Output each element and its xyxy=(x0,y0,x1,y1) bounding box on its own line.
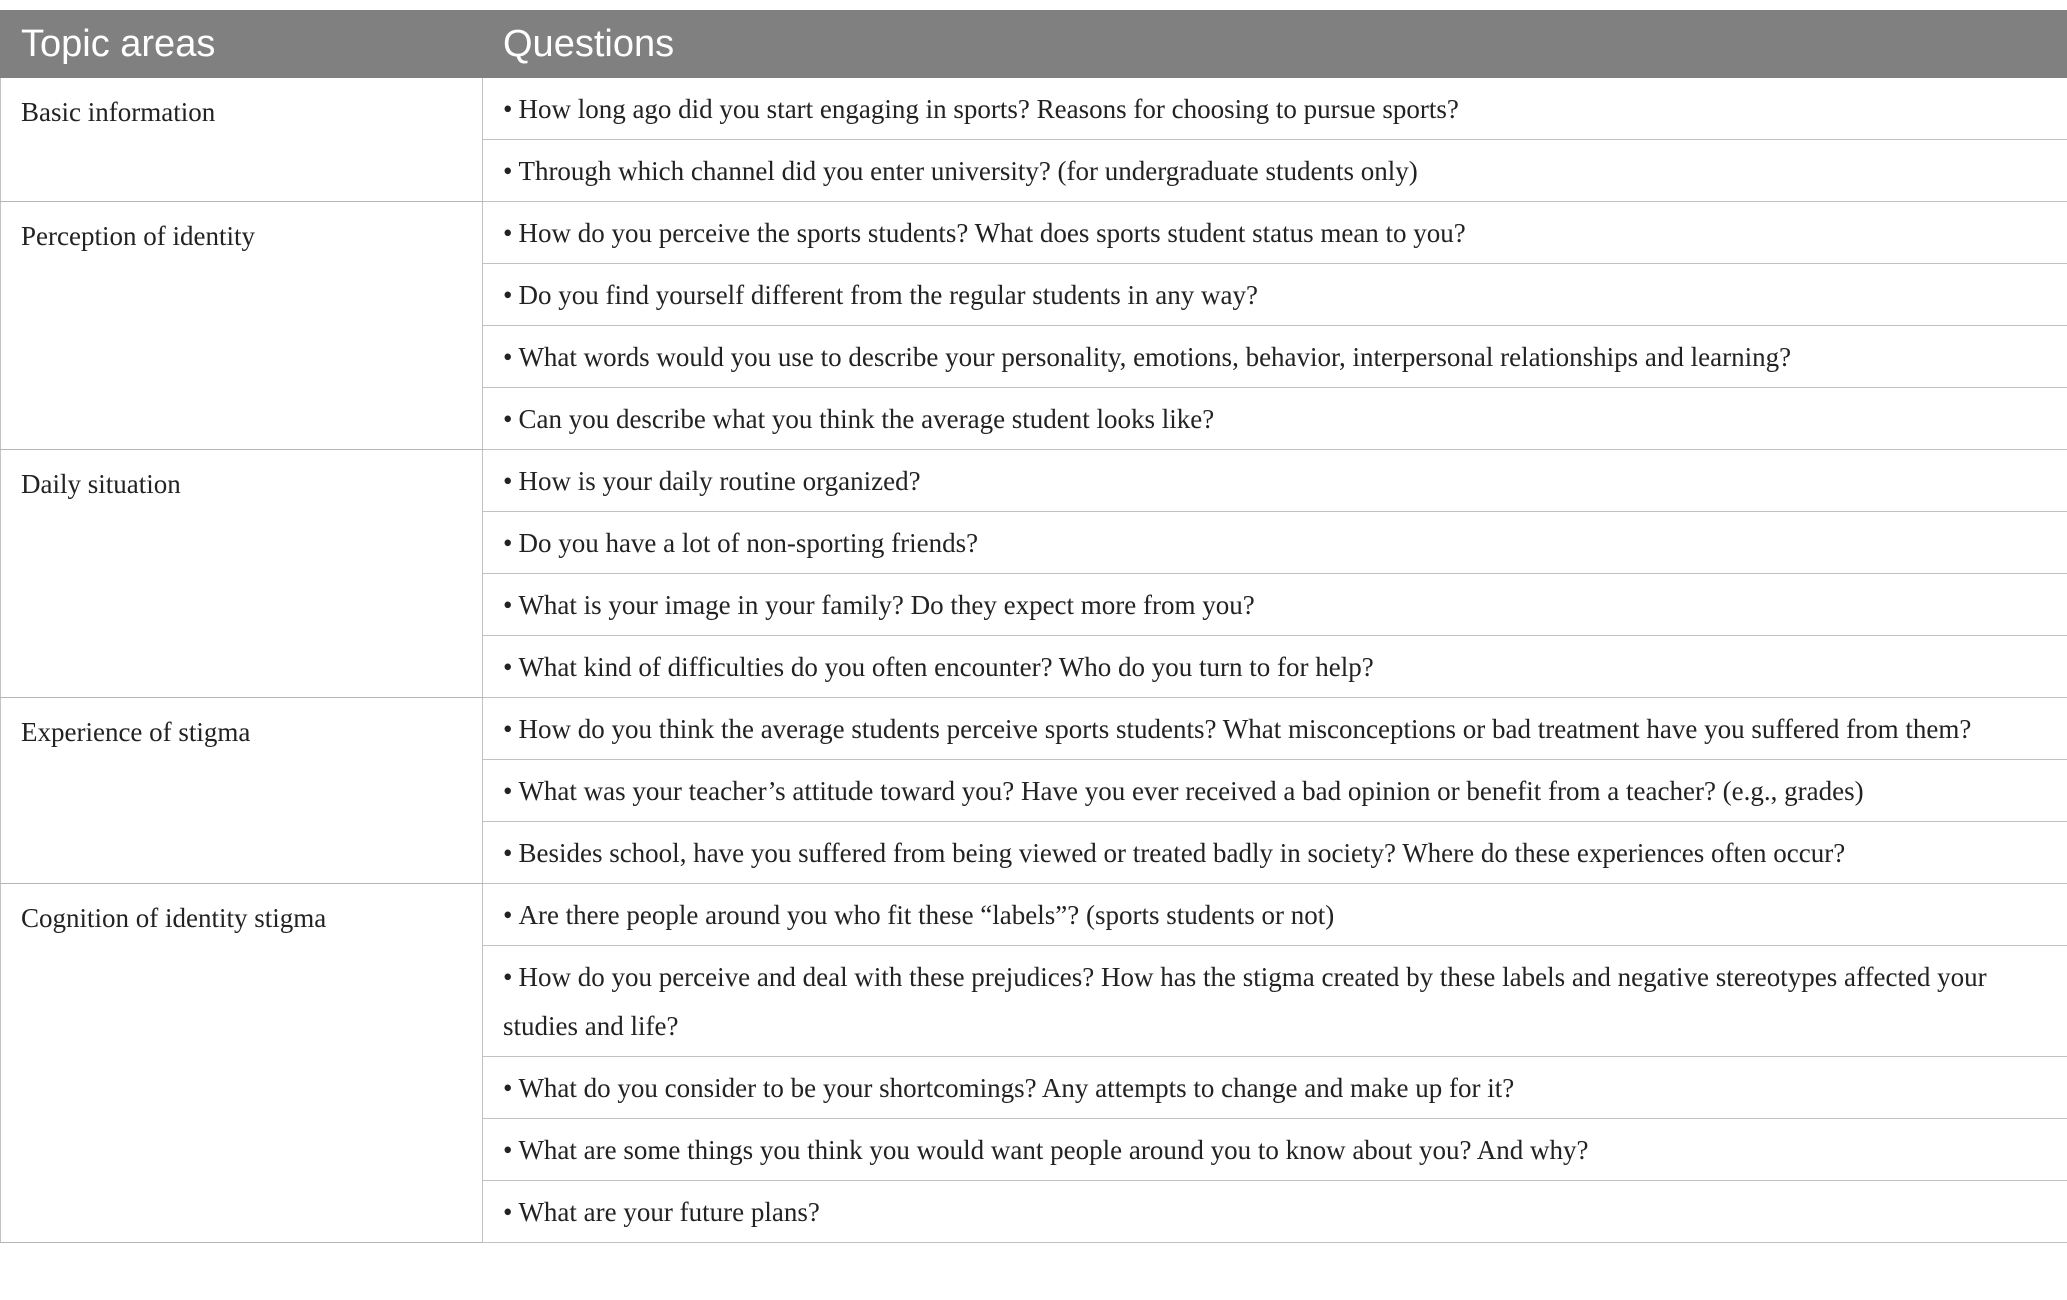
question-cell xyxy=(483,202,2067,264)
question-cell xyxy=(483,698,2067,760)
bullet-mark: • xyxy=(503,1135,513,1165)
bullet-mark: • xyxy=(503,94,513,124)
question-text: What words would you use to describe your personality, emotions, behavior, interpersonal relationships and learning? xyxy=(518,342,1792,372)
question-text: What do you consider to be your shortcomings? Any attempts to change and make up for it? xyxy=(518,1073,1515,1103)
bullet-mark: • xyxy=(503,280,513,310)
question-cell xyxy=(483,512,2067,574)
question-text: How do you think the average students perceive sports students? What misconceptions or bad treatment have you suffered from them? xyxy=(518,714,1972,744)
question-cell xyxy=(483,760,2067,822)
bullet-mark: • xyxy=(503,404,513,434)
table-row xyxy=(1,78,2067,140)
topic-cell: Cognition of identity stigma xyxy=(1,884,483,1243)
question-cell xyxy=(483,1057,2067,1119)
interview-topics-table xyxy=(0,10,2067,1243)
topic-cell: Perception of identity xyxy=(1,202,483,450)
bullet-mark: • xyxy=(503,776,513,806)
question-cell xyxy=(483,636,2067,698)
question-cell xyxy=(483,450,2067,512)
question-cell xyxy=(483,264,2067,326)
table-row xyxy=(1,884,2067,946)
question-cell xyxy=(483,1119,2067,1181)
question-text: How do you perceive the sports students? What does sports student status mean to you? xyxy=(518,218,1466,248)
table-header-row xyxy=(1,11,2067,78)
header-questions: Questions xyxy=(483,11,2067,78)
bullet-mark: • xyxy=(503,528,513,558)
question-cell xyxy=(483,78,2067,140)
bullet-mark: • xyxy=(503,156,513,186)
question-cell xyxy=(483,946,2067,1057)
table-row xyxy=(1,202,2067,264)
question-text: Do you have a lot of non-sporting friends? xyxy=(518,528,979,558)
question-text: What was your teacher’s attitude toward you? Have you ever received a bad opinion or benefit from a teacher? (e.g., grades) xyxy=(518,776,1864,806)
bullet-mark: • xyxy=(503,652,513,682)
question-text: How do you perceive and deal with these prejudices? How has the stigma created by these labels and negative stereotypes affected your studies and life? xyxy=(503,962,1987,1041)
question-cell xyxy=(483,574,2067,636)
question-text: Do you find yourself different from the regular students in any way? xyxy=(518,280,1258,310)
question-text: Can you describe what you think the average student looks like? xyxy=(518,404,1215,434)
interview-table-container xyxy=(0,10,2067,1243)
topic-cell: Basic information xyxy=(1,78,483,202)
question-text: Are there people around you who fit these “labels”? (sports students or not) xyxy=(518,900,1335,930)
question-text: What are some things you think you would want people around you to know about you? And why? xyxy=(518,1135,1589,1165)
question-text: Besides school, have you suffered from being viewed or treated badly in society? Where do these experiences often occur? xyxy=(518,838,1846,868)
bullet-mark: • xyxy=(503,342,513,372)
question-text: What is your image in your family? Do they expect more from you? xyxy=(518,590,1255,620)
question-cell xyxy=(483,884,2067,946)
question-cell xyxy=(483,1181,2067,1243)
question-text: Through which channel did you enter university? (for undergraduate students only) xyxy=(518,156,1418,186)
bullet-mark: • xyxy=(503,900,513,930)
question-text: What kind of difficulties do you often encounter? Who do you turn to for help? xyxy=(518,652,1374,682)
question-cell xyxy=(483,140,2067,202)
table-body xyxy=(1,78,2067,1243)
topic-cell: Experience of stigma xyxy=(1,698,483,884)
question-cell xyxy=(483,326,2067,388)
bullet-mark: • xyxy=(503,218,513,248)
table-row xyxy=(1,698,2067,760)
bullet-mark: • xyxy=(503,466,513,496)
bullet-mark: • xyxy=(503,838,513,868)
bullet-mark: • xyxy=(503,962,513,992)
question-cell xyxy=(483,822,2067,884)
question-text: How is your daily routine organized? xyxy=(518,466,921,496)
bullet-mark: • xyxy=(503,1073,513,1103)
table-row xyxy=(1,450,2067,512)
header-topic-areas: Topic areas xyxy=(1,11,483,78)
question-cell xyxy=(483,388,2067,450)
topic-cell: Daily situation xyxy=(1,450,483,698)
bullet-mark: • xyxy=(503,1197,513,1227)
question-text: What are your future plans? xyxy=(518,1197,820,1227)
question-text: How long ago did you start engaging in sports? Reasons for choosing to pursue sports? xyxy=(518,94,1459,124)
bullet-mark: • xyxy=(503,590,513,620)
bullet-mark: • xyxy=(503,714,513,744)
